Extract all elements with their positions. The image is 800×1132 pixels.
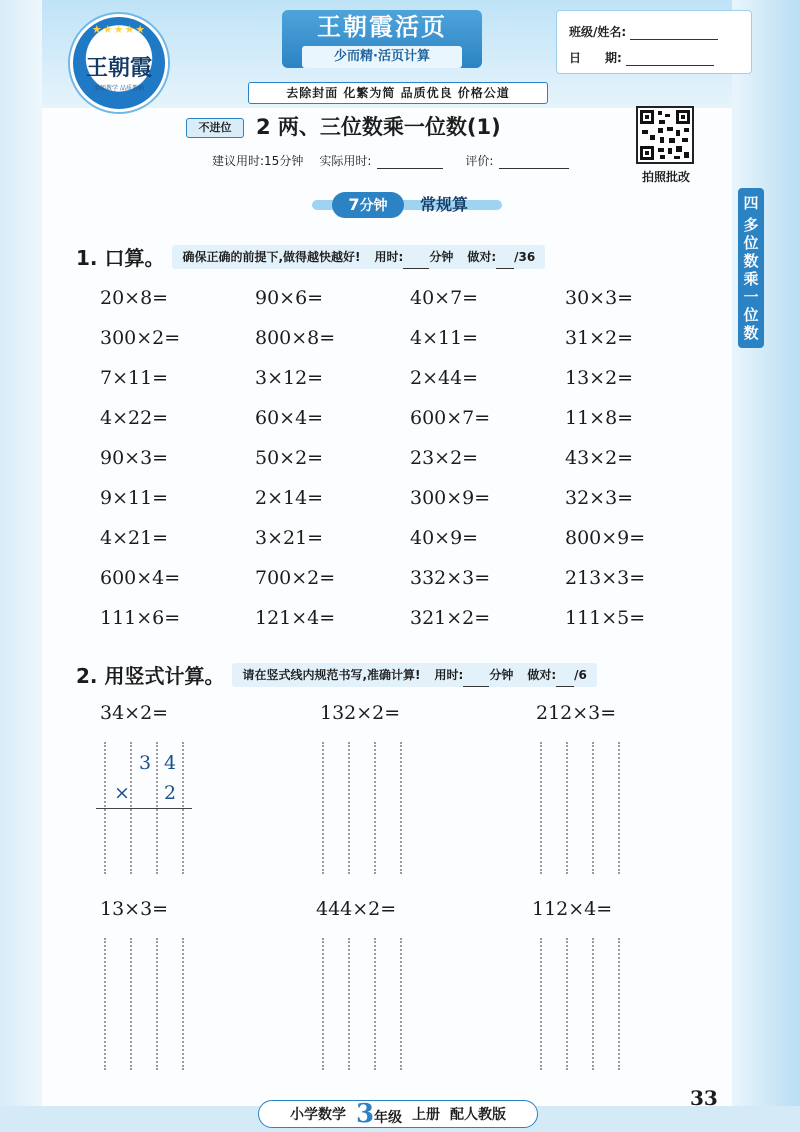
oral-problem: 20×8= [100, 287, 169, 309]
worked-result-line [96, 808, 192, 809]
oral-problem: 11×8= [565, 407, 634, 429]
series-title: 王朝霞活页 [317, 13, 447, 41]
oral-problem: 90×3= [100, 447, 169, 469]
date-row [569, 49, 714, 66]
q2-total: /6 [574, 667, 587, 682]
oral-row [100, 324, 720, 364]
q2-correct-label: 做对: [527, 667, 557, 682]
oral-row [100, 604, 720, 644]
lesson-tag: 不进位 [186, 118, 244, 138]
q2-correct-field[interactable] [556, 673, 574, 687]
page-number: 33 [690, 1086, 718, 1110]
series-subtitle: 少而精·活页计算 [302, 46, 462, 68]
oral-problem: 213×3= [565, 567, 646, 589]
oral-problem: 700×2= [255, 567, 336, 589]
side-tab-char: 乘 [743, 270, 759, 288]
lesson-title: 2 两、三位数乘一位数(1) [256, 115, 501, 139]
footer-edition: 配人教版 [450, 1107, 507, 1123]
q1-correct-label: 做对: [467, 249, 497, 264]
side-tab-char: 数 [743, 324, 759, 342]
date-field[interactable] [626, 54, 714, 66]
footer-subject: 小学数学 [289, 1107, 346, 1123]
oral-problem: 800×8= [255, 327, 336, 349]
q1-time-field[interactable] [403, 255, 429, 269]
oral-problem: 800×9= [565, 527, 646, 549]
oral-row [100, 444, 720, 484]
question-2-title: 2. 用竖式计算。 [76, 664, 225, 688]
section-header [312, 192, 502, 218]
oral-problem: 32×3= [565, 487, 634, 509]
qr-code-icon[interactable] [636, 106, 694, 164]
q2-time-field[interactable] [463, 673, 489, 687]
q1-correct-field[interactable] [496, 255, 514, 269]
rating-field[interactable] [499, 157, 569, 169]
rating-label: 评价: [465, 154, 494, 168]
vertical-problem: 212×3= [536, 702, 617, 724]
oral-problem: 111×5= [565, 607, 646, 629]
q1-total: /36 [514, 249, 536, 264]
oral-problem: 9×11= [100, 487, 169, 509]
brand-logo-text: 王朝霞 [85, 55, 152, 81]
oral-problem: 50×2= [255, 447, 324, 469]
oral-row [100, 484, 720, 524]
oral-problem: 3×12= [255, 367, 324, 389]
section-minutes: 7 [348, 195, 360, 214]
footer-volume: 上册 [412, 1107, 441, 1123]
vertical-problem: 13×3= [100, 898, 169, 920]
oral-problem: 31×2= [565, 327, 634, 349]
side-tab-char: 一 [743, 288, 759, 306]
oral-problem: 332×3= [410, 567, 491, 589]
left-edge-band [0, 0, 42, 1132]
oral-problem: 4×11= [410, 327, 479, 349]
oral-problem: 121×4= [255, 607, 336, 629]
worked-digit: 3 [139, 752, 152, 774]
q2-time-label: 用时: [434, 667, 464, 682]
question-2-tip-text: 请在竖式线内规范书写,准确计算! [242, 667, 421, 682]
oral-problem: 2×44= [410, 367, 479, 389]
question-2-tip [232, 663, 596, 687]
class-name-row [569, 23, 718, 40]
footer-label [258, 1100, 538, 1128]
oral-problem: 300×9= [410, 487, 491, 509]
oral-problem: 300×2= [100, 327, 181, 349]
class-name-label: 班级/姓名: [569, 25, 627, 39]
oral-arithmetic-grid [100, 284, 720, 644]
vertical-writing-grid[interactable] [104, 938, 208, 1070]
question-2-header [76, 660, 597, 689]
student-info-box [556, 10, 752, 74]
vertical-problem: 132×2= [320, 702, 401, 724]
vertical-writing-grid[interactable] [540, 938, 644, 1070]
oral-problem: 111×6= [100, 607, 181, 629]
oral-problem: 2×14= [255, 487, 324, 509]
side-tab-char: 位 [743, 234, 759, 252]
qr-label: 拍照批改 [641, 170, 690, 184]
oral-problem: 13×2= [565, 367, 634, 389]
oral-row [100, 404, 720, 444]
class-name-field[interactable] [630, 28, 718, 40]
oral-problem: 321×2= [410, 607, 491, 629]
oral-row [100, 364, 720, 404]
vertical-writing-grid[interactable] [540, 742, 644, 874]
actual-time-label: 实际用时: [319, 154, 372, 168]
suggested-time: 建议用时:15分钟 [212, 154, 304, 168]
brand-tagline: 名师教学 品质教辅 [94, 85, 144, 92]
oral-problem: 23×2= [410, 447, 479, 469]
vertical-writing-grid[interactable] [322, 938, 426, 1070]
time-info-line [212, 152, 569, 169]
oral-problem: 40×7= [410, 287, 479, 309]
question-1-tip [172, 245, 545, 269]
slogan-strip: 去除封面 化繁为简 品质优良 价格公道 [248, 82, 548, 104]
oral-row [100, 564, 720, 604]
q1-time-unit: 分钟 [429, 249, 454, 264]
oral-problem: 4×21= [100, 527, 169, 549]
section-name: 常规算 [419, 195, 468, 214]
oral-problem: 600×4= [100, 567, 181, 589]
oral-problem: 30×3= [565, 287, 634, 309]
vertical-problem: 444×2= [316, 898, 397, 920]
multiply-sign: × [114, 782, 130, 804]
oral-problem: 600×7= [410, 407, 491, 429]
oral-row [100, 284, 720, 324]
section-minutes-unit: 分钟 [359, 198, 388, 214]
section-time-pill [332, 192, 404, 218]
oral-problem: 90×6= [255, 287, 324, 309]
q2-time-unit: 分钟 [489, 667, 514, 682]
oral-problem: 43×2= [565, 447, 634, 469]
q1-time-label: 用时: [374, 249, 404, 264]
oral-problem: 40×9= [410, 527, 479, 549]
vertical-problem: 34×2= [100, 702, 169, 724]
right-edge-band [732, 0, 800, 1132]
worked-digit: 4 [164, 752, 177, 774]
side-tab-char: 位 [743, 306, 759, 324]
date-label: 日 期: [569, 51, 622, 65]
side-tab-unit: 四 [743, 194, 759, 212]
actual-time-field[interactable] [377, 157, 443, 169]
star-icons: ★★★★★ [91, 23, 147, 36]
side-tab-char: 多 [743, 216, 759, 234]
question-1-tip-text: 确保正确的前提下,做得越快越好! [182, 249, 361, 264]
oral-problem: 3×21= [255, 527, 324, 549]
oral-row [100, 524, 720, 564]
footer-grade-unit: 年级 [374, 1110, 403, 1126]
oral-problem: 4×22= [100, 407, 169, 429]
side-tab-char: 数 [743, 252, 759, 270]
oral-problem: 7×11= [100, 367, 169, 389]
worked-digit: 2 [164, 782, 177, 804]
oral-problem: 60×4= [255, 407, 324, 429]
title-banner [282, 10, 482, 68]
question-1-title: 1. 口算。 [76, 246, 165, 270]
vertical-writing-grid[interactable] [322, 742, 426, 874]
brand-logo-badge [70, 14, 168, 112]
vertical-problem: 112×4= [532, 898, 613, 920]
unit-side-tab [738, 188, 764, 348]
question-1-header [76, 242, 545, 271]
footer-grade-number: 3 [355, 1099, 375, 1129]
